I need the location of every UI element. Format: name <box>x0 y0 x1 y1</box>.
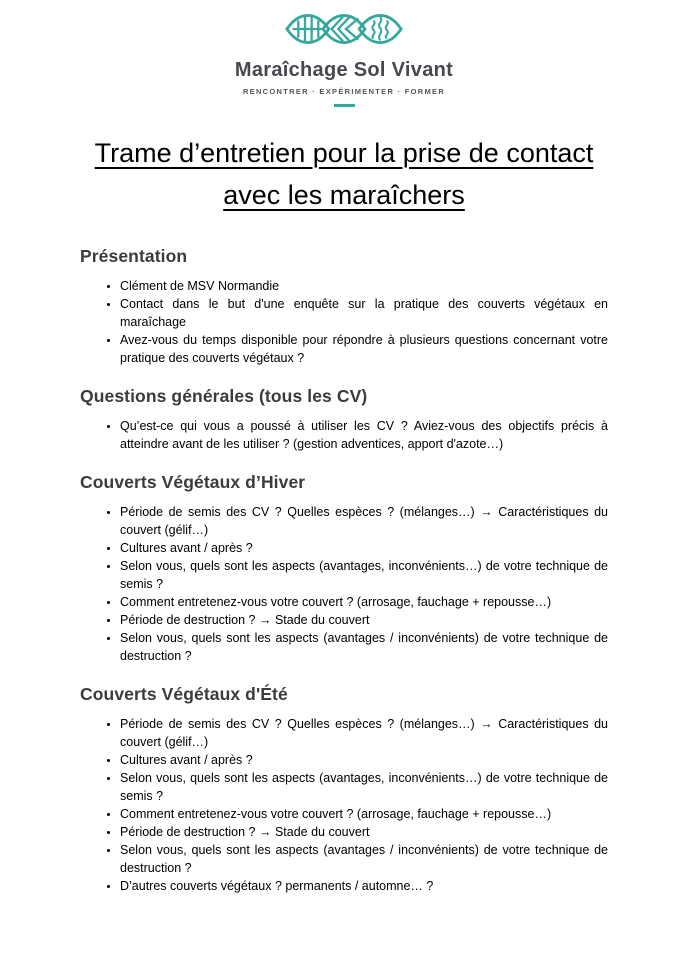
bullet-item: • Clément de MSV Normandie <box>120 277 608 295</box>
bullet-item: • Cultures avant / après ? <box>120 539 608 557</box>
bullet-item: • Période de destruction ? → Stade du couvert <box>120 611 608 629</box>
bullet-item: • Période de destruction ? → Stade du couvert <box>120 823 608 841</box>
bullet-item: • Comment entretenez-vous votre couvert ? (arrosage, fauchage + repousse…) <box>120 805 608 823</box>
section-heading: Présentation <box>80 246 188 266</box>
section-couverts-ete <box>80 684 608 895</box>
document-title: Trame d’entretien pour la prise de contact avec les maraîchers <box>94 138 594 210</box>
logo-accent-dash <box>334 104 355 107</box>
section-presentation <box>80 246 608 367</box>
bullet-item: • Selon vous, quels sont les aspects (avantages, inconvénients…) de votre technique de semis ? <box>120 769 608 805</box>
bullet-list <box>80 715 608 895</box>
bullet-item: • Comment entretenez-vous votre couvert ? (arrosage, fauchage + repousse…) <box>120 593 608 611</box>
bullet-item: • Selon vous, quels sont les aspects (avantages, inconvénients…) de votre technique de semis ? <box>120 557 608 593</box>
section-couverts-hiver <box>80 472 608 665</box>
bullet-list <box>80 503 608 665</box>
section-heading: Couverts Végétaux d'Été <box>80 684 288 704</box>
bullet-item: • Contact dans le but d'une enquête sur la pratique des couverts végétaux en maraîchage <box>120 295 608 331</box>
bullet-item: • Selon vous, quels sont les aspects (avantages / inconvénients) de votre technique de destruction ? <box>120 841 608 877</box>
bullet-item: • Cultures avant / après ? <box>120 751 608 769</box>
section-heading: Couverts Végétaux d’Hiver <box>80 472 306 492</box>
bullet-item: • Selon vous, quels sont les aspects (avantages / inconvénients) de votre technique de destruction ? <box>120 629 608 665</box>
logo <box>80 8 608 107</box>
bullet-item: • D’autres couverts végétaux ? permanents / automne… ? <box>120 877 608 895</box>
three-seed-leaves-icon <box>285 8 403 50</box>
brand-name: Maraîchage Sol Vivant <box>234 59 454 81</box>
section-heading: Questions générales (tous les CV) <box>80 386 368 406</box>
bullet-list <box>80 277 608 367</box>
section-questions-generales <box>80 386 608 453</box>
bullet-item: • Période de semis des CV ? Quelles espèces ? (mélanges…) → Caractéristiques du couvert (gélif…) <box>120 715 608 751</box>
bullet-item: • Avez-vous du temps disponible pour répondre à plusieurs questions concernant votre pratique des couverts végétaux ? <box>120 331 608 367</box>
bullet-item: • Période de semis des CV ? Quelles espèces ? (mélanges…) → Caractéristiques du couvert (gélif…) <box>120 503 608 539</box>
brand-tagline: RENCONTRER · EXPÉRIMENTER · FORMER <box>242 87 446 96</box>
bullet-list <box>80 417 608 453</box>
bullet-item: • Qu’est-ce qui vous a poussé à utiliser les CV ? Aviez-vous des objectifs précis à atteindre avant de les utiliser ? (gestion adventices, apport d'azote…) <box>120 417 608 453</box>
